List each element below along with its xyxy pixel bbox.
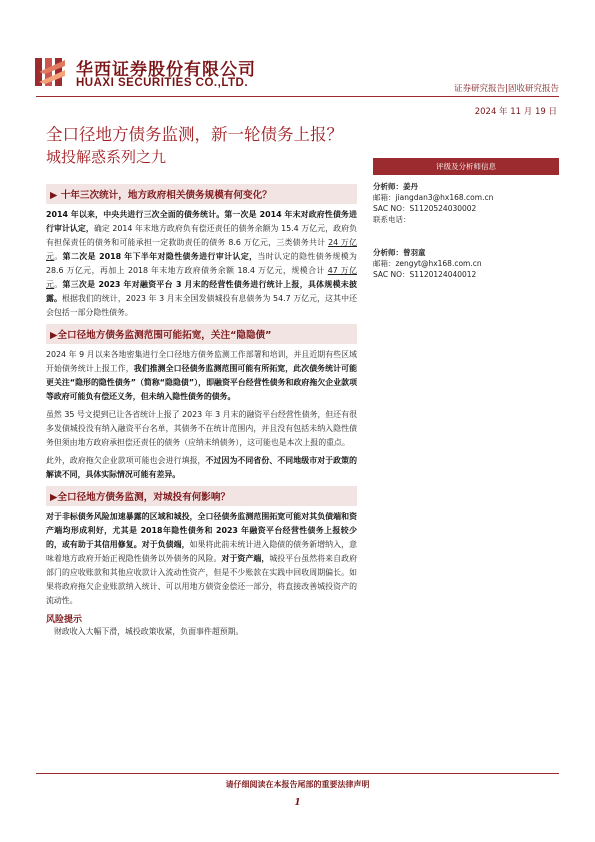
- body-text: 。: [54, 280, 63, 289]
- page-number: 1: [294, 798, 301, 808]
- bold-text: 第三次是 2023 年对融资平台 3 月末的经营性债务进行统计上报，具体规模未披露。: [46, 280, 357, 303]
- report-subtitle: 城投解惑系列之九: [46, 148, 167, 166]
- report-type: 证券研究报告|固收研究报告: [454, 84, 559, 94]
- section3-paragraph: [46, 510, 357, 608]
- body-text: 2024 年 9 月以来各地密集进行全口径地方债务监测工作部署和培训，并且近期有些区域开始债务统计上报工作，: [46, 350, 357, 373]
- risk-heading: 风险提示: [46, 615, 83, 625]
- huaxi-logo-icon: [35, 56, 69, 88]
- section2-paragraph-3: [46, 454, 357, 482]
- risk-body: 财政收入大幅下滑，城投政策收紧，负面事件超预期。: [54, 627, 244, 636]
- body-text: 虽然 35 号文提到已让各省统计上报了 2023 年 3 月末的融资平台经营性债务，但还有很多发债城投没有纳入融资平台名单，其债务不在统计范围内，并且没有包括未纳入隐性债务但须由地方政府承担偿还责任的债务（应纳未纳债务），这可能也是本次上报的重点。: [46, 410, 357, 447]
- report-title: 全口径地方债务监测，新一轮债务上报？: [46, 125, 343, 144]
- body-text: 根据我们的统计，2023 年 3 月末全国发债城投有息债务为 54.7 万亿元，这其中还会包括一部分隐性债务。: [46, 294, 357, 317]
- phone-label: 联系电话：: [373, 215, 411, 224]
- bold-text: 我们推测全口径债务监测范围可能有所拓宽，此次债务统计可能更关注“隐形的隐性债务”（简称“隐隐债”），即融资平台经营性债务和政府拖欠企业款项等政府可能负有偿还义务，但未纳入隐性债务的债务。: [46, 364, 357, 401]
- legal-disclaimer: 请仔细阅读在本报告尾部的重要法律声明: [225, 780, 370, 789]
- bold-text: 2014 年以来，中央共进行三次全面的债务统计。第一次是 2014 年末对政府性债务进行审计认定，: [46, 210, 357, 233]
- underlined-figure: 24 万亿元: [46, 238, 357, 261]
- bold-text: 对于非标债务风险加速暴露的区域和城投，全口径债务监测范围拓宽可能对其负债端和资产端均形成利好，尤其是 2018年隐性债务和 2023 年融资平台经营性债务上报较少的，或有助于其信用修复。对于负债端，: [46, 512, 357, 549]
- section2-paragraph-2: [46, 408, 357, 450]
- section1-paragraph: [46, 208, 357, 320]
- email-label: 邮箱：: [373, 259, 396, 268]
- header-divider: [36, 96, 559, 97]
- analyst-name: 曾羽童: [403, 248, 426, 257]
- body-text: 如果将此前未统计进入隐债的债务新增纳入，意味着地方政府开始正视隐性债务以外债务的风险。: [46, 540, 357, 563]
- bold-text: 第二次是 2018 年下半年对隐性债务进行审计认定，: [62, 252, 258, 261]
- analyst-card-2: [373, 241, 559, 280]
- analyst-panel-heading: 评级及分析师信息: [373, 158, 559, 175]
- bold-text: 不过因为不同省份、不同地级市对于政策的解读不同，具体实际情况可能有差异。: [46, 456, 357, 479]
- analyst-label: 分析师：: [373, 248, 403, 257]
- main-content: [46, 184, 357, 639]
- section-heading-2: ▶全口径地方债务监测范围可能拓宽，关注“隐隐债”: [46, 324, 357, 344]
- section-heading-1: ▶ 十年三次统计，地方政府相关债务规模有何变化？: [46, 184, 357, 204]
- footer-divider: [36, 773, 559, 774]
- analyst-name: 姜丹: [403, 182, 418, 191]
- email-label: 邮箱：: [373, 193, 396, 202]
- analyst-sac: SAC NO：S1120524030002: [373, 204, 477, 213]
- body-text: 此外，政府拖欠企业款项可能也会进行填报，: [46, 456, 206, 465]
- body-text: 。: [54, 252, 63, 261]
- analyst-panel: [373, 158, 559, 280]
- analyst-card-1: [373, 175, 559, 225]
- analyst-label: 分析师：: [373, 182, 403, 191]
- company-name-cn: 华西证券股份有限公司: [76, 60, 256, 80]
- analyst-sac: SAC NO：S1120124040012: [373, 270, 477, 279]
- section2-paragraph-1: [46, 348, 357, 404]
- company-name-en: HUAXI SECURITIES CO.,LTD.: [76, 77, 249, 89]
- analyst-email-link[interactable]: jiangdan3@hx168.com.cn: [395, 193, 494, 202]
- body-text: 确定 2014 年末地方政府负有偿还责任的债务余额为 15.4 万亿元，政府负有担保责任的债务和可能承担一定救助责任的债务 8.6 万亿元，三类债务共计: [46, 224, 357, 247]
- section-heading-3: ▶全口径地方债务监测，对城投有何影响？: [46, 486, 357, 506]
- body-text: 城投平台虽然将来自政府部门的应收账款和其他应收款计入流动性资产，但是不少账款在实践中回收周期偏长。如果将政府拖欠企业账款纳入统计、可以用地方债资金偿还一部分，将直接改善城投资产的流动性。: [46, 554, 357, 605]
- bold-text: 对于资产端，: [221, 554, 270, 563]
- analyst-email-link[interactable]: zengyt@hx168.com.cn: [395, 259, 482, 268]
- report-date: 2024 年 11 月 19 日: [474, 107, 557, 117]
- body-text: 当时认定的隐性债务规模为 28.6 万亿元，再加上 2018 年末地方政府债务余额 18.4 万亿元，规模合计: [46, 252, 357, 275]
- underlined-figure: 47 万亿元: [46, 266, 357, 289]
